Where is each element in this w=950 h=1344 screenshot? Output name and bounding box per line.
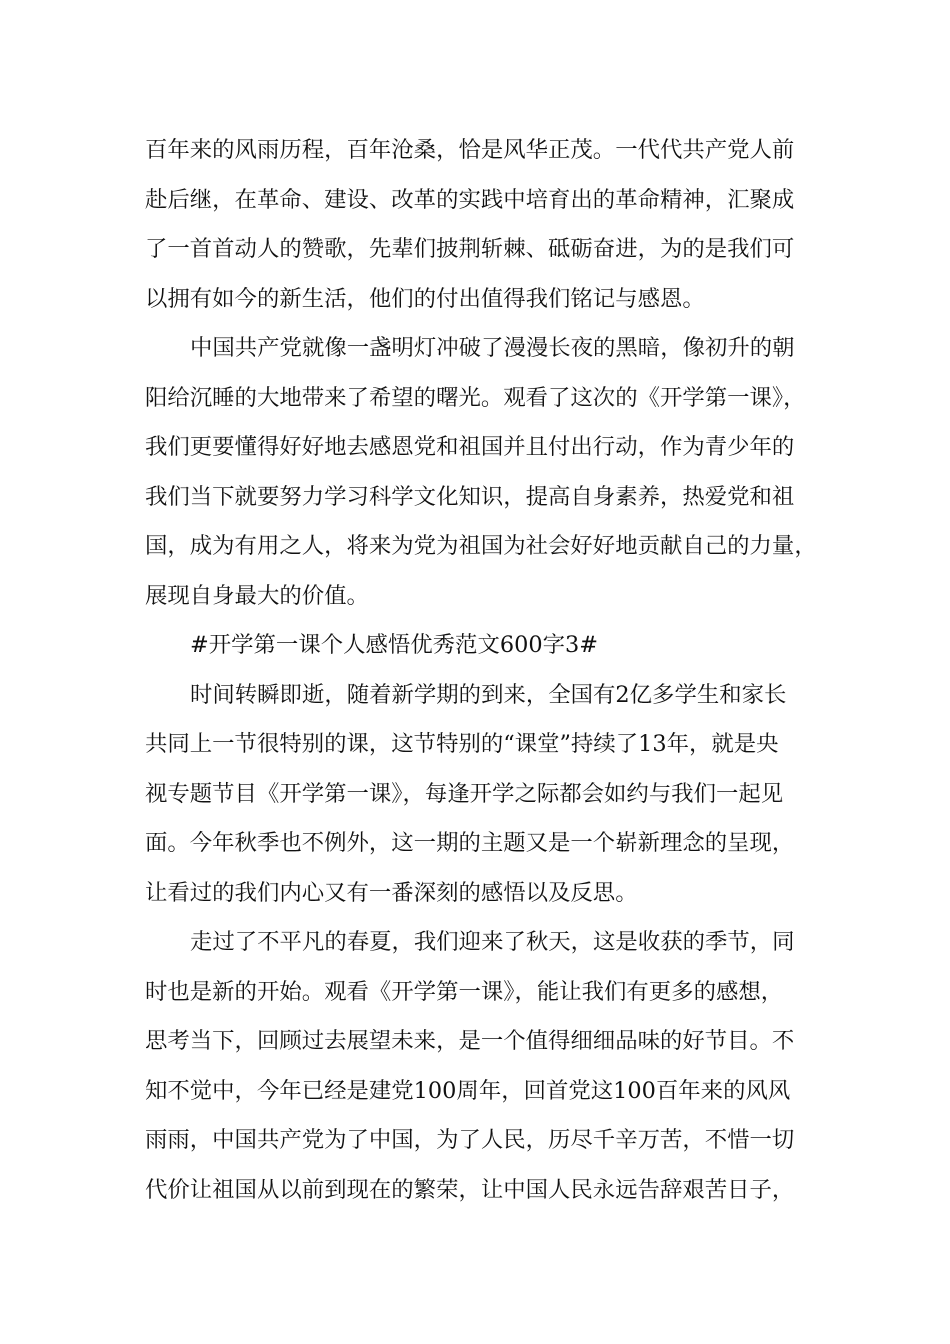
text-line: 赴后继，在革命、建设、改革的实践中培育出的革命精神，汇聚成 xyxy=(145,186,795,213)
text-line: 思考当下，回顾过去展望未来，是一个值得细细品味的好节目。不 xyxy=(145,1028,795,1054)
paragraph-3 xyxy=(145,671,810,919)
paragraph-1 xyxy=(145,126,810,324)
text-line: 中国共产党就像一盏明灯冲破了漫漫长夜的黑暗，像初升的朝 xyxy=(190,335,795,361)
text-line: 我们当下就要努力学习科学文化知识，提高自身素养，热爱党和祖 xyxy=(145,483,795,510)
paragraph-4 xyxy=(145,918,810,1215)
text-line: 我们更要懂得好好地去感恩党和祖国并且付出行动，作为青少年的 xyxy=(145,434,795,460)
text-line: 让看过的我们内心又有一番深刻的感悟以及反思。 xyxy=(145,879,638,906)
text-line: 以拥有如今的新生活，他们的付出值得我们铭记与感恩。 xyxy=(145,285,705,312)
text-line: 阳给沉睡的大地带来了希望的曙光。观看了这次的《开学第一课》， xyxy=(145,384,806,411)
text-line: 时间转瞬即逝，随着新学期的到来，全国有2亿多学生和家长 xyxy=(190,681,787,708)
document-body xyxy=(145,126,817,1215)
text-line: #开学第一课个人感悟优秀范文600字3# xyxy=(190,632,598,658)
text-line: 共同上一节很特别的课，这节特别的“课堂”持续了13年，就是央 xyxy=(145,731,779,757)
paragraph-2 xyxy=(145,324,817,621)
text-line: 展现自身最大的价值。 xyxy=(145,582,369,609)
text-line: 面。今年秋季也不例外，这一期的主题又是一个崭新理念的呈现， xyxy=(145,830,795,856)
text-line: 代价让祖国从以前到现在的繁荣，让中国人民永远告辞艰苦日子， xyxy=(145,1176,795,1203)
text-line: 视专题节目《开学第一课》，每逢开学之际都会如约与我们一起见 xyxy=(145,780,784,807)
text-line: 百年来的风雨历程，百年沧桑，恰是风华正茂。一代代共产党人前 xyxy=(145,137,795,163)
text-line: 知不觉中，今年已经是建党100周年，回首党这100百年来的风风 xyxy=(145,1077,791,1104)
text-line: 国，成为有用之人，将来为党为祖国为社会好好地贡献自己的力量， xyxy=(145,533,817,559)
text-line: 时也是新的开始。观看《开学第一课》，能让我们有更多的感想， xyxy=(145,978,784,1005)
section-heading xyxy=(145,621,810,671)
text-line: 走过了不平凡的春夏，我们迎来了秋天，这是收获的季节，同 xyxy=(190,929,795,955)
text-line: 了一首首动人的赞歌，先辈们披荆斩棘、砥砺奋进，为的是我们可 xyxy=(145,236,795,262)
text-line: 雨雨，中国共产党为了中国，为了人民，历尽千辛万苦，不惜一切 xyxy=(145,1127,795,1153)
